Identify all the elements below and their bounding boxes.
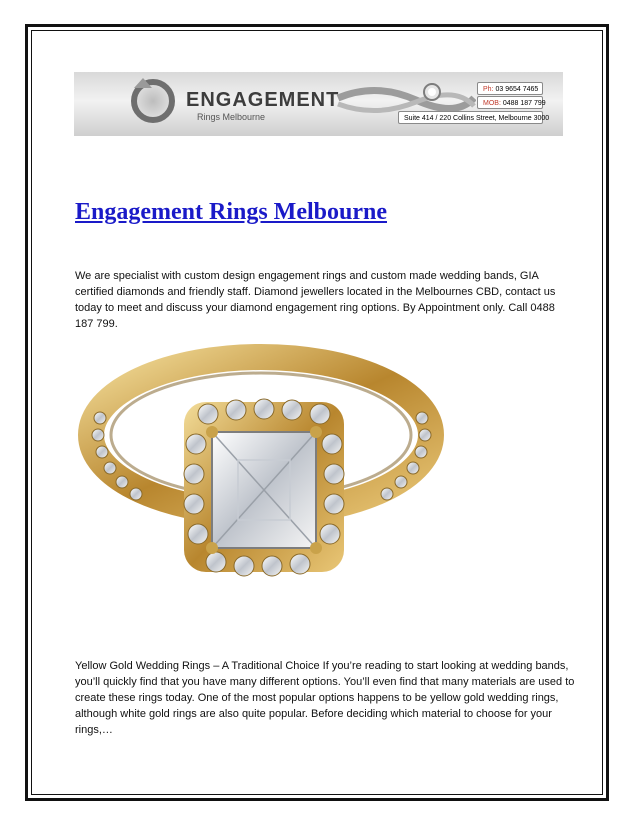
- header-banner: [74, 72, 563, 136]
- engagement-ring-image: [76, 340, 447, 587]
- phone-number: 03 9654 7465: [495, 86, 539, 93]
- intro-paragraph: We are specialist with custom design engagement rings and custom made wedding bands, GIA certified diamonds and friendly staff. Diamond jewellers located in the Melbournes CBD, contact us today to meet and discuss your diamond engagement ring options. By Appointment only. Call 0488 187 799.: [75, 270, 556, 330]
- logo-diamond-icon: [134, 78, 152, 88]
- page-title-link[interactable]: Engagement Rings Melbourne: [75, 199, 387, 225]
- address-box: [398, 111, 550, 124]
- brand-name: ENGAGEMENT: [186, 89, 340, 111]
- address-text: Suite 414 / 220 Collins Street, Melbourne 3000: [404, 115, 550, 122]
- mobile-label: MOB:: [483, 100, 501, 107]
- brand-subtitle: Rings Melbourne: [197, 112, 266, 122]
- mobile-box: [477, 96, 546, 109]
- phone-label: Ph:: [483, 86, 494, 93]
- phone-box: [477, 82, 543, 95]
- article-excerpt: Yellow Gold Wedding Rings – A Traditional Choice If you’re reading to start looking at wedding bands, you’ll quickly find that you have many different options. You’ll even find that many materials are used to create these rings today. One of the most popular options happens to be yellow gold wedding rings, although white gold rings are also quite popular. Before deciding which material to choose for your rings,…: [75, 660, 575, 736]
- mobile-number: 0488 187 799: [502, 100, 546, 107]
